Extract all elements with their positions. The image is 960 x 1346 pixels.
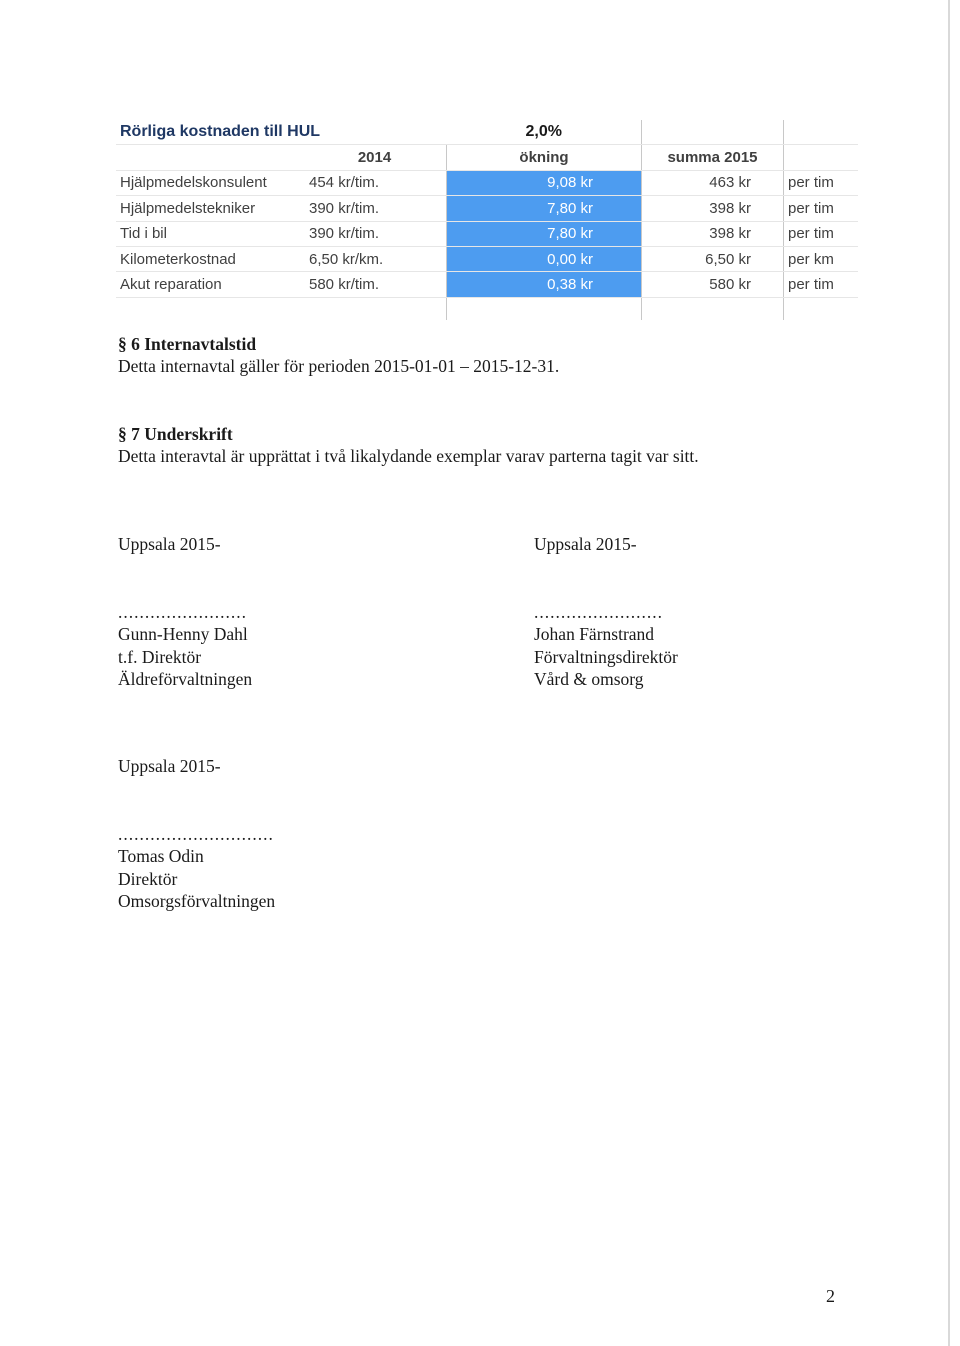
signature-line: ............................. [118,823,274,844]
signature-line: ........................ [534,601,663,622]
section-7-heading: § 7 Underskrift [118,424,233,444]
empty-cell [784,297,859,320]
signatory-name: Johan Färnstrand [534,624,655,644]
row-unit: per tim [784,272,859,297]
page-edge [948,0,950,1346]
row-price-2014: 390 kr/tim. [303,221,447,246]
section-6-body: Detta internavtal gäller för perioden 2015-01-01 – 2015-12-31. [118,356,560,376]
signatory-name: Tomas Odin [118,846,204,866]
table-spacer-row [116,297,858,320]
row-sum-2015: 6,50 kr [642,246,784,271]
empty-cell [784,120,859,145]
empty-cell [642,120,784,145]
row-increase: 0,38 kr [447,272,642,297]
empty-cell [784,145,859,170]
row-sum-2015: 580 kr [642,272,784,297]
row-increase: 7,80 kr [447,196,642,221]
table-row [116,221,858,246]
header-increase: ökning [447,145,642,170]
row-price-2014: 390 kr/tim. [303,196,447,221]
row-label: Hjälpmedelstekniker [116,196,303,221]
row-price-2014: 6,50 kr/km. [303,246,447,271]
empty-cell [116,145,303,170]
row-unit: per tim [784,196,859,221]
signatory-org: Omsorgsförvaltningen [118,891,276,911]
signatory-title: Direktör [118,868,178,889]
empty-cell [116,297,303,320]
row-price-2014: 454 kr/tim. [303,170,447,195]
page-number: 2 [826,1286,835,1306]
row-label: Kilometerkostnad [116,246,303,271]
signatory-title: t.f. Direktör [118,646,202,667]
row-sum-2015: 398 kr [642,221,784,246]
row-label: Akut reparation [116,272,303,297]
empty-cell [642,297,784,320]
empty-cell [303,297,447,320]
row-sum-2015: 463 kr [642,170,784,195]
section-6 [118,333,559,377]
row-sum-2015: 398 kr [642,196,784,221]
table-title-row [116,120,858,145]
row-unit: per tim [784,170,859,195]
signature-line: ........................ [118,601,247,622]
row-increase: 0,00 kr [447,246,642,271]
signature-block-bottom [118,755,275,913]
cost-table [116,120,858,320]
row-increase: 9,08 kr [447,170,642,195]
signature-place-date: Uppsala 2015- [118,756,221,776]
table-row [116,196,858,221]
table-row [116,246,858,271]
section-7-body: Detta interavtal är upprättat i två likalydande exemplar varav parterna tagit var sitt. [118,446,699,466]
row-unit: per tim [784,221,859,246]
header-sum: summa 2015 [642,145,784,170]
table-row [116,272,858,297]
row-price-2014: 580 kr/tim. [303,272,447,297]
row-increase: 7,80 kr [447,221,642,246]
table-title: Rörliga kostnaden till HUL [116,120,447,145]
section-7 [118,423,699,467]
section-6-heading: § 6 Internavtalstid [118,334,257,354]
header-year: 2014 [303,145,447,170]
table-row [116,170,858,195]
increase-percent: 2,0% [447,120,642,145]
signature-block-right [534,533,678,691]
empty-cell [447,297,642,320]
signature-place-date: Uppsala 2015- [534,534,637,554]
signatory-title: Förvaltningsdirektör [534,646,678,667]
signatory-org: Äldreförvaltningen [118,669,253,689]
signature-place-date: Uppsala 2015- [118,534,221,554]
signatory-name: Gunn-Henny Dahl [118,624,248,644]
row-label: Hjälpmedelskonsulent [116,170,303,195]
signature-block-left [118,533,252,691]
signatory-org: Vård & omsorg [534,669,644,689]
table-header-row [116,145,858,170]
row-unit: per km [784,246,859,271]
row-label: Tid i bil [116,221,303,246]
